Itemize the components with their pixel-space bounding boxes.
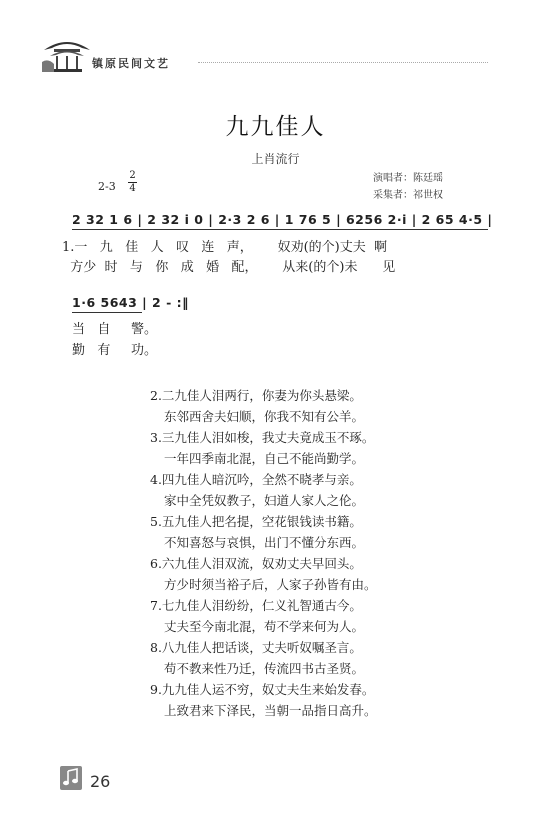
verse-line: 7.七九佳人泪纷纷，仁义礼智通古今。 <box>150 598 362 613</box>
verse-line: 9.九九佳人运不穷，奴丈夫生来始发春。 <box>150 682 375 697</box>
music-note-icon <box>60 766 82 790</box>
verse-line: 6.六九佳人泪双流，奴劝丈夫早回头。 <box>150 556 362 571</box>
verse-line: 丈夫至今南北混，苟不学来何为人。 <box>164 619 365 634</box>
lyric-line-2-verse-1: 当 自 警。 <box>72 322 158 337</box>
verse-line: 4.四九佳人暗沉吟，全然不晓孝与亲。 <box>150 472 362 487</box>
time-signature <box>128 171 137 194</box>
verse-line: 8.八九佳人把话谈，丈夫听奴嘱圣言。 <box>150 640 362 655</box>
verse-line: 5.五九佳人把名提，空花银钱读书籍。 <box>150 514 362 529</box>
notation-line-2: 1·6 5643 | 2 - :‖ <box>72 295 189 310</box>
notation-line-1: 2 32 1 6 | 2 32 i 0 | 2·3 2 6 | 1 76 5 | 6256 2·i | 2 65 4·5 | <box>72 212 493 227</box>
verse-list <box>150 385 377 721</box>
header-divider <box>198 62 488 63</box>
notation-underline-1 <box>72 229 488 230</box>
verse-line: 3.三九佳人泪如梭，我丈夫竟成玉不琢。 <box>150 430 375 445</box>
song-subtitle: 上肖流行 <box>251 152 300 166</box>
page-number: 26 <box>90 772 111 791</box>
key-signature: 2-3 <box>98 180 116 193</box>
verse-line: 方少时须当裕子后，人家子孙皆有由。 <box>164 577 377 592</box>
verse-line: 东邻西舍夫妇顺，你我不知有公羊。 <box>164 409 365 424</box>
singer-credit: 演唱者：陈廷瑶 <box>373 173 443 184</box>
verse-line: 2.二九佳人泪两行，你妻为你头悬梁。 <box>150 388 362 403</box>
meter-top: 2 <box>129 170 136 181</box>
pavilion-logo-icon <box>42 32 92 74</box>
verse-line: 苟不教来性乃迁，传流四书古圣贤。 <box>164 661 365 676</box>
verse-line: 一年四季南北混，自己不能尚勤学。 <box>164 451 365 466</box>
lyric-line-2-verse-2: 勤 有 功。 <box>72 343 158 358</box>
lyric-line-1-verse-1: 1.一 九 佳 人 叹 连 声， 奴劝(的个)丈夫 啊 <box>62 240 387 255</box>
section-title: 镇原民间文艺 <box>92 57 170 70</box>
collector-credit: 采集者：祁世权 <box>373 190 443 201</box>
song-title: 九九佳人 <box>225 114 326 140</box>
lyric-line-1-verse-2: 方少 时 与 你 成 婚 配， 从来(的个)未 见 <box>62 260 396 275</box>
verse-line: 上致君来下泽民，当朝一品指日高升。 <box>164 703 377 718</box>
notation-underline-2 <box>72 312 142 313</box>
verse-line: 家中全凭奴教子，妇道人家人之伦。 <box>164 493 365 508</box>
meter-bottom: 4 <box>129 183 136 194</box>
credits <box>373 170 443 204</box>
verse-line: 不知喜怒与哀惧，出门不懂分东西。 <box>164 535 365 550</box>
